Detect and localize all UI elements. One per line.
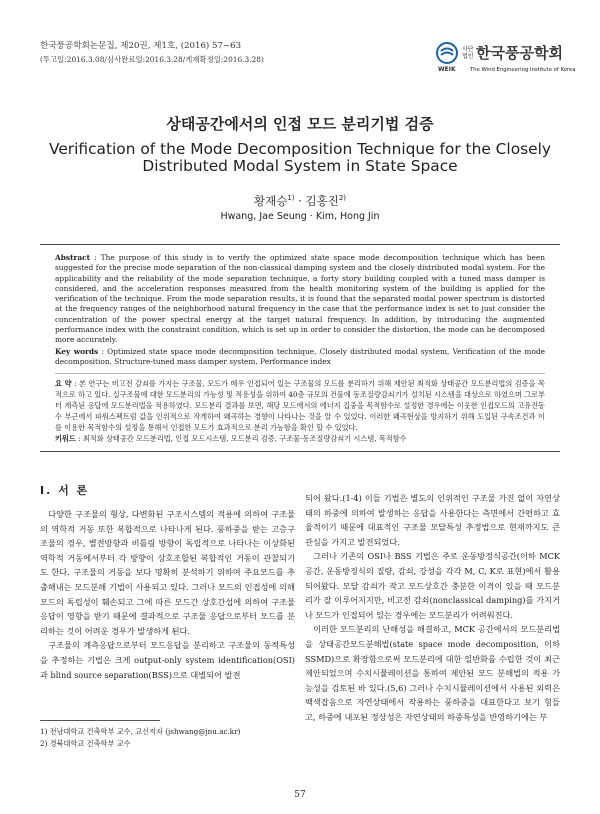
footnotes: [40, 726, 300, 749]
logo-name: 한국풍공학회: [476, 44, 563, 62]
submission-dates: (투고일:2016.3.08/심사완료일:2016.3.28/게재확정일:2016.3.28): [40, 55, 264, 64]
intro-left-column: [40, 507, 295, 682]
logo-english: The Wind Engineering Institute of Korea: [470, 67, 576, 73]
wind-logo-icon: [436, 42, 458, 64]
footnote-1: 1) 전남대학교 건축학부 교수, 교신저자 (jshwang@jnu.ac.kr): [40, 727, 241, 736]
title-korean: 상태공간에서의 인접 모드 분리기법 검증: [166, 115, 434, 133]
journal-citation: 한국풍공학회논문집, 제20권, 제1호, (2016) 57~63: [40, 41, 242, 51]
intro-paragraph: 다양한 구조물의 형상, 다변화된 구조시스템의 적용에 의하여 구조물의 역학적 거동 또한 복합적으로 나타나게 된다. 풍하중을 받는 고층구조물의 경우, 별전방향과 비틀림 방향이 독립적으로 나타나는 이상화된 역학적 거동에서부터 각 방향이 상호조합된 복합적인 거동이 관찰되기도 한다. 구조물의 거동을 보다 명확히 분석하기 위하여 주요모드를 추출해내는 모드분해 기법이 사용되고 있다. 그러나 모드의 인접성에 의해 모드의 독립성이 훼손되고 그에 따른 모드간 상호간섭에 의하여 구조물 응답이 영향을 받기 때문에 결과적으로 구조물 응답으로부터 모드를 분리하는 것이 어려운 경우가 발생하게 된다.: [40, 509, 295, 636]
title-english: Verification of the Mode Decomposition Technique for the Closely Distributed Modal System in State Space: [48, 140, 551, 175]
intro-paragraph: 구조물의 계측응답으로부터 모드응답을 분리하고 구조물의 동적특성을 추정하는 기법은 크게 output-only system identification(OSI)과 blind source separation(BSS)으로 대별되어 발전: [40, 640, 295, 680]
abstract-text: : The purpose of this study is to verify the optimized state space mode decomposition technique which has been suggested for the precise mode separation of the non-classical damping system and the closely distributed modal system. For the applicability and the reliability of the mode separation technique, a forty story building coupled with a tuned mass damper is considered, and the acceleration responses measured from the health monitoring system of the building is applied for the verification of the technique. From the mode separation results, it is found that the separated modal power spectrum is distorted at the frequency ranges of the neighborhood natural frequency in the case that the performance index is set to just consider the concentration of the power spectral energy at the target natural frequency. In addition, by introducing the augmented performance index with the constraint condition, which is set up in order to consider the distortion, the mode can be decomposed more accurately.: [55, 253, 545, 345]
author1-sup: 1): [287, 194, 295, 203]
keywords-ko-label: 키워드: [55, 434, 76, 443]
keywords-text: : Optimized state space mode decomposition technique, Closely distributed modal system, Verification of the mode decomposition, Structure-tuned mass damper system, Performance index: [55, 347, 545, 367]
author2-sup: 2): [338, 194, 346, 203]
abstract-ko-text: : 본 연구는 비고전 감쇠를 가지는 구조물, 모드가 매우 인접되어 있는 구조물의 모드를 분리하기 위해 제안된 최적화 상태공간 모드분리법의 검증을 목적으로 하고 있다. 실구조물에 대한 모드분리의 가능성 및 적용성을 위하여 40층 규모의 건물에 동조질량감쇠기가 설치된 시스템을 대상으로 하였으며 그로부터 계측된 응답에 모드분리법을 적용하였다. 모드분리 결과를 보면, 해당 모드에서의 에너지 집중을 목적함수로 설정한 경우에는 이웃한 인접모드의 고유진동수 부근에서 파워스펙트럼 값을 인위적으로 작게하여 왜곡하는 경향이 나타나는 것을 알 수 있었다. 이러한 왜곡현상을 방지하기 위해 도입된 구속조건과 이를 이용한 목적함수의 설정을 통해서 인접한 모드가 효과적으로 분리 가능함을 확인 할 수 있었다.: [55, 379, 545, 432]
abstract-divider: [55, 373, 545, 374]
abstract-label: Abstract: [55, 253, 91, 262]
authors-korean: [0, 193, 600, 209]
abstract-ko-label: 요 약: [55, 379, 72, 388]
author2: 김홍진: [305, 194, 339, 208]
logo-small-text: 사단 법인: [462, 46, 474, 60]
author1: 황재승: [254, 194, 288, 208]
footnote-2: 2) 경북대학교 건축학부 교수: [40, 738, 131, 748]
keywords-label: Key words: [55, 347, 99, 356]
journal-header: [40, 40, 370, 66]
keywords-korean: [55, 434, 545, 445]
page-number: 57: [294, 790, 306, 800]
abstract-english: [55, 253, 545, 346]
intro-right-column: [305, 491, 560, 725]
abstract-korean: [55, 379, 545, 434]
logo-abbr: WEIK: [438, 66, 456, 73]
authors-english: Hwang, Jae Seung · Kim, Hong Jin: [220, 211, 380, 222]
intro-paragraph: 되어 왔다.(1-4) 이들 기법은 별도의 인위적인 구조물 가진 없이 자연상태의 하중에 의하여 발생하는 응답을 사용한다는 측면에서 간편하고 효율적이기 때문에 대표적인 구조물 모달특성 추정법으로 현재까지도 큰 관심을 가지고 발전되었다.: [305, 493, 560, 547]
intro-paragraph: 이러한 모드분리의 난해성을 해결하고, MCK 공간에서의 모드분리법을 상태공간모드분해법(state space mode decomposition, 이하 SSMD)으로 확장함으로써 모드분리에 대한 일반화를 수립한 것이 최근 제안되었으며 수치시뮬레이션을 통하여 제안된 모드 분해법의 적용 가능성을 검토된 바 있다.(5,6) 그러나 수치시뮬레이션에서 사용된 외력은 백색잡음으로 자연상태에서 작용하는 풍하중을 대표한다고 보기 힘들고, 하중에 내포된 정상성은 자연상태의 하중특성을 반영하기에는 부: [305, 624, 560, 722]
keywords-english: [55, 347, 545, 368]
keywords-ko-text: : 최적화 상태공간 모드분리법, 인접 모드시스템, 모드분리 검증, 구조물-동조질량감쇠기 시스템, 목적함수: [78, 434, 407, 443]
intro-paragraph: 그러나 기존의 OSI나 BSS 기법은 주로 운동방정식공간(이하 MCK 공간, 운동방정식의 질량, 감쇠, 강성을 각각 M, C, K로 표현)에서 활용되어왔다. 모달 감쇠가 작고 모드상호간 충분한 이격이 있을 때 모드분리가 잘 이루어지지만, 비고전 감쇠(nonclassical damping)를 가지거나 모드가 인접되어 있는 경우에는 모드분리가 어려워진다.: [305, 551, 560, 620]
society-logo: [436, 40, 576, 80]
footnote-rule: [40, 720, 160, 721]
section-heading-intro: I. 서 론: [40, 484, 90, 497]
author-separator: ·: [294, 194, 306, 208]
